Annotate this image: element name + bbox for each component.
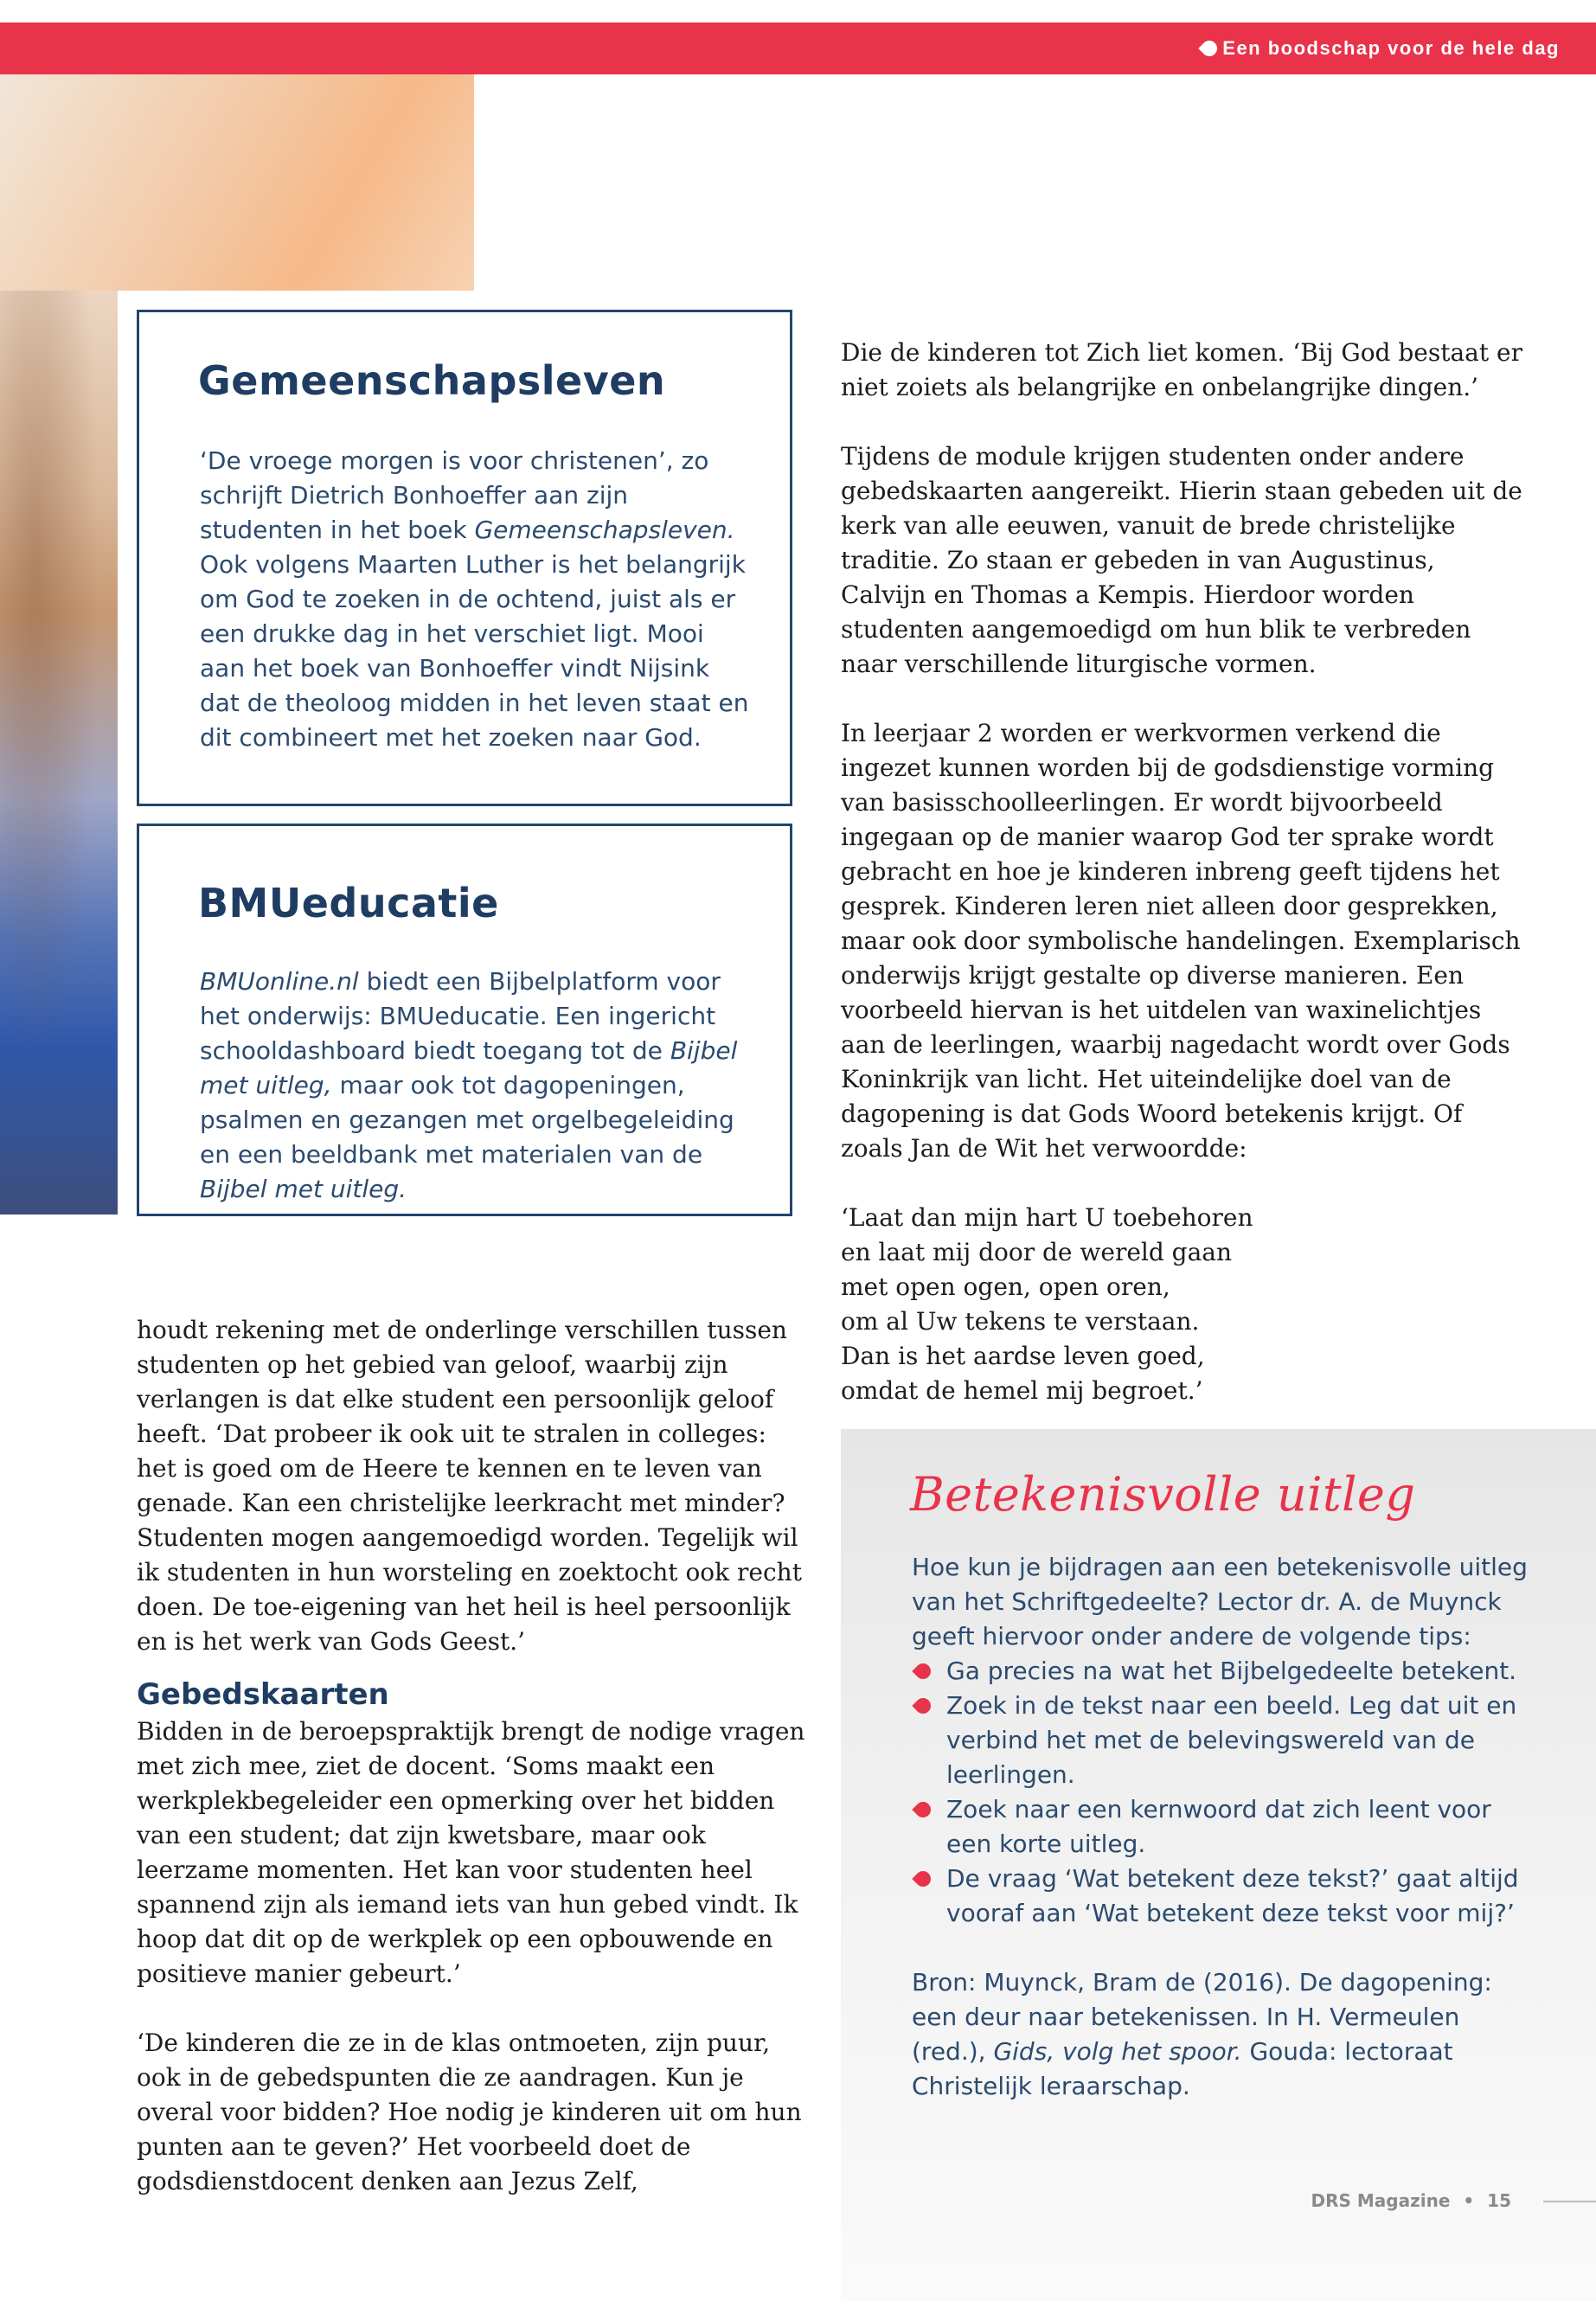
heart-bullet-icon	[1199, 37, 1221, 59]
source-text: Gouda: lectoraat Christelijk leraarschap.	[912, 2037, 1453, 2100]
right-column	[841, 336, 1524, 1408]
book-title: Bijbel met uitleg,	[200, 1036, 738, 1099]
photo-top-area	[0, 74, 474, 291]
left-column	[137, 1313, 811, 2234]
tip-item	[912, 1654, 1535, 1689]
book-title: Gemeenschapsleven.	[474, 516, 735, 544]
tips-box	[841, 1429, 1596, 2301]
poem-line: Dan is het aardse leven goed,	[841, 1342, 1205, 1370]
body-paragraph: In leerjaar 2 worden er werkvormen verkend die ingezet kunnen worden bij de godsdienstige vorming van basisschoolleerlingen. Er wordt bijvoorbeeld ingegaan op de manier waarop God ter sprake wordt gebracht en hoe je kinderen inbreng geeft tijdens het gesprek. Kinderen leren niet alleen door gesprekken, maar ook door symbolische handelingen. Exemplarisch onderwijs krijgt gestalte op diverse manieren. Een voorbeeld hiervan is het uitdelen van waxinelichtjes aan de leerlingen, waarbij nagedacht wordt over Gods Koninkrijk van licht. Het uiteindelijke doel van de dagopening is dat Gods Woord betekenis krijgt. Of zoals Jan de Wit het verwoordde:	[841, 719, 1521, 1163]
tips-intro: Hoe kun je bijdragen aan een betekenisvolle uitleg van het Schriftgedeelte? Lector dr. A. de Muynck geeft hiervoor onder andere de volgende tips:	[912, 1553, 1528, 1650]
photo-left-strip	[0, 291, 118, 1215]
tip-text: De vraag ‘Wat betekent deze tekst?’ gaat altijd vooraf aan ‘Wat betekent deze tekst voor mij?’	[946, 1864, 1519, 1927]
tips-source	[912, 1965, 1535, 2104]
sidebar-box-bmueducatie	[137, 824, 792, 1216]
section-label-text: Een boodschap voor de hele dag	[1222, 37, 1560, 59]
page-footer	[1311, 2190, 1511, 2211]
tip-text: Zoek in de tekst naar een beeld. Leg dat uit en verbind het met de belevingswereld van de leerlingen.	[946, 1691, 1517, 1789]
sidebar-box-gemeenschapsleven	[137, 310, 792, 806]
tips-body	[912, 1550, 1535, 2104]
footer-separator: •	[1463, 2190, 1475, 2211]
tips-list	[912, 1654, 1535, 1931]
tip-item	[912, 1792, 1535, 1862]
page-number: 15	[1487, 2190, 1511, 2211]
heart-bullet-icon	[912, 1798, 933, 1820]
box-title: BMUeducatie	[198, 880, 499, 926]
poem-line: omdat de hemel mij begroet.’	[841, 1376, 1203, 1405]
magazine-name: DRS Magazine	[1311, 2190, 1451, 2211]
box-text	[200, 444, 753, 755]
body-paragraph: Die de kinderen tot Zich liet komen. ‘Bij God bestaat er niet zoiets als belangrijke en onbelangrijke dingen.’	[841, 338, 1522, 401]
box-text	[200, 965, 753, 1207]
box-text-part: maar ook tot dagopeningen, psalmen en gezangen met orgelbegeleiding en een beeldbank met materialen van de	[200, 1071, 734, 1169]
poem-line: ‘Laat dan mijn hart U toebehoren	[841, 1203, 1253, 1232]
poem-line: en laat mij door de wereld gaan	[841, 1238, 1233, 1266]
source-title: Gids, volg het spoor.	[993, 2037, 1242, 2066]
tip-item	[912, 1862, 1535, 1931]
poem	[841, 1201, 1524, 1408]
website-name: BMUonline.nl	[200, 967, 359, 996]
box-title: Gemeenschapsleven	[198, 357, 666, 404]
body-paragraph: Bidden in de beroepspraktijk brengt de nodige vragen met zich mee, ziet de docent. ‘Soms maakt een werkplekbegeleider een opmerking over het bidden van een student; dat zijn kwetsbare, maar ook leerzame momenten. Het kan voor studenten heel spannend zijn als iemand iets van hun gebed vindt. Ik hoop dat dit op de werkplek op een opbouwende en positieve manier gebeurt.’	[137, 1717, 805, 1988]
poem-line: met open ogen, open oren,	[841, 1272, 1170, 1301]
tip-text: Zoek naar een kernwoord dat zich leent voor een korte uitleg.	[946, 1795, 1491, 1858]
heart-bullet-icon	[912, 1660, 933, 1682]
tip-item	[912, 1689, 1535, 1792]
heart-bullet-icon	[912, 1868, 933, 1889]
box-text-part: biedt een Bijbelplatform voor het onderwijs: BMUeducatie. Een ingericht schooldashboard biedt toegang tot de	[200, 967, 721, 1065]
tips-title: Betekenisvolle uitleg	[910, 1467, 1416, 1522]
subheading: Gebedskaarten	[137, 1677, 389, 1712]
tip-text: Ga precies na wat het Bijbelgedeelte betekent.	[946, 1657, 1517, 1685]
body-paragraph: houdt rekening met de onderlinge verschillen tussen studenten op het gebied van geloof, waarbij zijn verlangen is dat elke student een persoonlijk geloof heeft. ‘Dat probeer ik ook uit te stralen in colleges: het is goed om de Heere te kennen en te leven van genade. Kan een christelijke leerkracht met minder? Studenten mogen aangemoedigd worden. Tegelijk wil ik studenten in hun worsteling en zoektocht ook recht doen. De toe-eigening van het heil is heel persoonlijk en is het werk van Gods Geest.’	[137, 1316, 802, 1656]
body-paragraph: ‘De kinderen die ze in de klas ontmoeten, zijn puur, ook in de gebedspunten die ze aandragen. Kun je overal voor bidden? Hoe nodig je kinderen uit om hun punten aan te geven?’ Het voorbeeld doet de godsdienstdocent denken aan Jezus Zelf,	[137, 2029, 802, 2195]
source-text: Bron: Muynck, Bram de (2016). De dagopening: een deur naar betekenissen. In H. Vermeulen (red.),	[912, 1968, 1492, 2066]
body-paragraph: Tijdens de module krijgen studenten onder andere gebedskaarten aangereikt. Hierin staan gebeden uit de kerk van alle eeuwen, vanuit de brede christelijke traditie. Zo staan er gebeden in van Augustinus, Calvijn en Thomas a Kempis. Hierdoor worden studenten aangemoedigd om hun blik te verbreden naar verschillende liturgische vormen.	[841, 442, 1522, 678]
heart-bullet-icon	[912, 1695, 933, 1716]
footer-rule	[1543, 2201, 1596, 2202]
header-bar	[0, 22, 1596, 74]
section-label	[1202, 22, 1560, 74]
book-title: Bijbel met uitleg.	[200, 1175, 407, 1203]
poem-line: om al Uw tekens te verstaan.	[841, 1307, 1200, 1336]
box-text-part: ‘De vroege morgen is voor christenen’, zo schrijft Dietrich Bonhoeffer aan zijn studenten in het boek	[200, 446, 709, 544]
box-text-part: Ook volgens Maarten Luther is het belangrijk om God te zoeken in de ochtend, juist als er een drukke dag in het verschiet ligt. Mooi aan het boek van Bonhoeffer vindt Nijsink dat de theoloog midden in het leven staat en dit combineert met het zoeken naar God.	[200, 550, 749, 752]
